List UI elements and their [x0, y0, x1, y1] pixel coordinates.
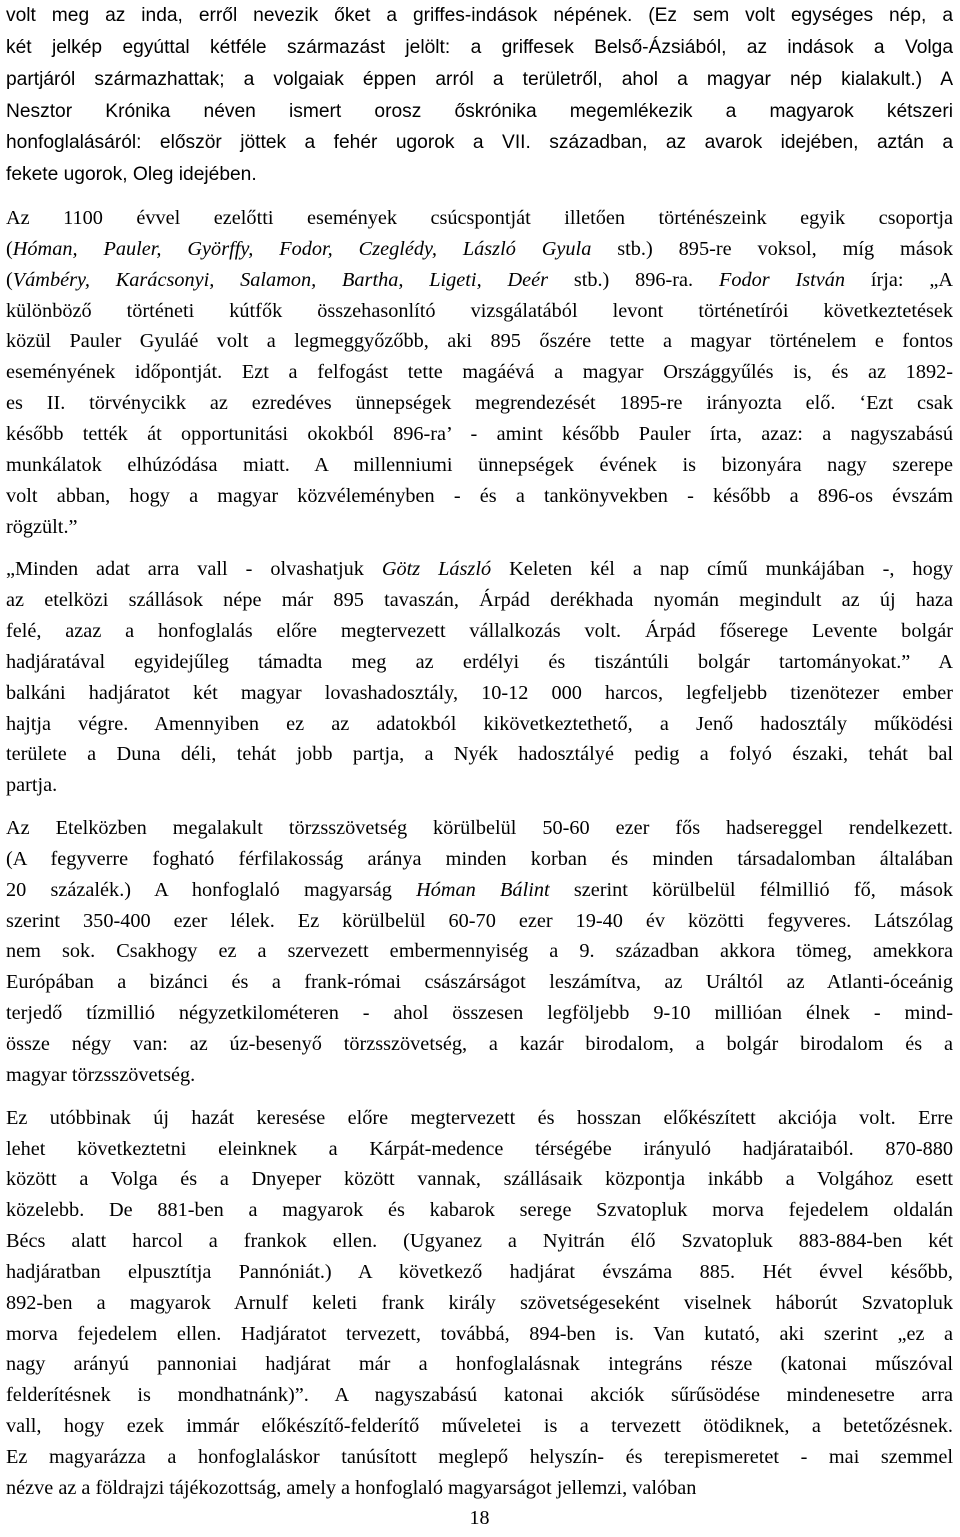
text-line	[6, 1319, 953, 1350]
text-run: nagy arányú pannoniai hadjárat már a honfoglalásnak integráns része (katonai műszóval	[6, 1353, 953, 1376]
text-line	[6, 265, 953, 296]
text-run: terjedő tízmillió négyzetkilométeren - ahol összesen legföljebb 9-10 millióan élnek - mind-	[6, 1002, 953, 1025]
text-line	[6, 1380, 953, 1411]
text-run: partjáról származhattak; a volgaiak éppen arról a területről, ahol a magyar nép kialakult.) A	[6, 68, 953, 90]
text-line	[6, 813, 953, 844]
text-run: (	[6, 268, 13, 291]
text-run: hadjáratával egyidejűleg támadta meg az erdélyi és tiszántúli bolgár tartományokat.” A	[6, 650, 953, 673]
text-line	[6, 1473, 953, 1504]
text-run: össze négy van: az úz-besenyő törzsszövetség, a kazár birodalom, a bolgár birodalom és a	[6, 1033, 953, 1055]
text-line	[6, 64, 953, 96]
text-line	[6, 0, 953, 32]
text-run: (A fegyverre fogható férfilakosság aránya minden korban és minden társadalomban általában	[6, 847, 953, 870]
italic-name: Fodor István	[718, 268, 846, 291]
text-line	[6, 1288, 953, 1319]
text-line	[6, 770, 953, 801]
text-line	[6, 906, 953, 937]
text-line	[6, 1134, 953, 1165]
text-line	[6, 159, 953, 191]
text-line	[6, 967, 953, 998]
text-run: Ez magyarázza a honfoglaláskor tanúsított meglepő helyszín- és terepismeretet - mai szemmel	[6, 1445, 953, 1468]
text-run: fekete ugorok, Oleg idejében.	[6, 164, 257, 186]
italic-name: Götz László	[381, 558, 492, 581]
paragraph	[6, 0, 953, 191]
text-line	[6, 1442, 953, 1473]
text-line	[6, 739, 953, 770]
text-run: Ez utóbbinak új hazát keresése előre megtervezett és hosszan előkészített akciója volt. Erre	[6, 1106, 953, 1129]
text-run: közelebb. De 881-ben a magyarok és kabarok serege Szvatopluk morva fejedelem oldalán	[6, 1199, 953, 1222]
text-line	[6, 450, 953, 481]
document-body	[6, 0, 953, 1504]
text-line	[6, 616, 953, 647]
text-line	[6, 709, 953, 740]
text-line	[6, 998, 953, 1029]
text-line	[6, 1060, 953, 1091]
text-run: 892-ben a magyarok Arnulf keleti frank király szövetségeseként viselnek háborút Szvatopluk	[6, 1291, 953, 1314]
text-run: Keleten kél a nap című munkájában -, hogy	[491, 558, 953, 581]
text-line	[6, 1257, 953, 1288]
text-run: két jelkép egyúttal kétféle származást jelölt: a griffesek Belső-Ázsiából, az indások a Volga	[6, 36, 953, 58]
text-line	[6, 512, 953, 543]
text-line	[6, 585, 953, 616]
text-line	[6, 234, 953, 265]
text-run: magyar törzsszövetség.	[6, 1063, 196, 1086]
paragraph	[6, 1103, 953, 1504]
text-run: 20 százalék.) A honfoglaló magyarság	[6, 878, 417, 901]
document-page	[6, 0, 954, 1529]
text-run: szerint 350-400 ezer lélek. Ez körülbelül 60-70 ezer 19-40 év közötti fegyveres. Látszólag	[6, 909, 953, 932]
text-run: szerint körülbelül félmillió fő, mások	[549, 878, 953, 901]
text-run: volt meg az inda, erről nevezik őket a griffes-indások népének. (Ez sem volt egységes nép, a	[6, 5, 953, 26]
text-run: partja.	[6, 774, 58, 797]
text-line	[6, 844, 953, 875]
text-run: Az 1100 évvel ezelőtti események csúcspontját illetően történészeink egyik csoportja	[6, 207, 953, 230]
text-run: eseményének időpontját. Ezt a felfogást tette magáévá a magyar Országgyűlés is, és az 1892-	[6, 361, 953, 384]
text-line	[6, 678, 953, 709]
text-line	[6, 875, 953, 906]
page-number: 18	[469, 1507, 490, 1529]
paragraph	[6, 203, 953, 542]
text-run: stb.) 896-ra.	[548, 268, 719, 291]
text-line	[6, 388, 953, 419]
text-line	[6, 647, 953, 678]
text-run: között a Volga és a Dnyeper között vannak, szállásaik központja inkább a Volgához esett	[6, 1168, 953, 1191]
italic-name: Hóman, Pauler, Györffy, Fodor, Czeglédy, László Gyula	[12, 237, 592, 260]
text-line	[6, 326, 953, 357]
text-run: Az Etelközben megalakult törzsszövetség körülbelül 50-60 ezer fős hadsereggel rendelkezett.	[6, 817, 953, 840]
text-run: volt abban, hogy a magyar közvéleményben - és a tankönyvekben - később a 896-os évszám	[6, 484, 953, 507]
text-run: honfoglalásáról: először jöttek a fehér ugorok a VII. században, az avarok idejében, aztán a	[6, 132, 953, 154]
text-run: morva fejedelem ellen. Hadjáratot tervezett, továbbá, 894-ben is. Van kutató, aki szerint „ez a	[6, 1322, 953, 1345]
text-line	[6, 419, 953, 450]
italic-name: Vámbéry, Karácsonyi, Salamon, Bartha, Ligeti, Deér	[12, 268, 548, 291]
text-run: munkálatok elhúzódása miatt. A millenniumi ünnepségek évének is bizonyára nagy szerepe	[6, 453, 953, 476]
text-run: (	[6, 237, 13, 260]
text-line	[6, 1195, 953, 1226]
text-run: írja: „A	[845, 268, 953, 291]
text-run: es II. törvénycikk az ezredéves ünnepségek megrendezését 1895-re irányozta elő. ‘Ezt csak	[6, 392, 953, 415]
text-run: Európában a bizánci és a frank-római császárságot leszámítva, az Uráltól az Atlanti-óceánig	[6, 971, 953, 994]
text-run: Nesztor Krónika néven ismert orosz őskrónika megemlékezik a magyarok kétszeri	[6, 100, 953, 122]
text-line	[6, 96, 953, 128]
text-run: balkáni hadjáratot két magyar lovashadosztály, 10-12 000 harcos, legfeljebb tizenötezer ember	[6, 681, 953, 704]
text-run: területe a Duna déli, tehát jobb partja, a Nyék hadosztályé pedig a folyó északi, tehát bal	[6, 743, 953, 766]
text-run: különböző történeti kútfők összehasonlító vizsgálatából levont történetírói következtetések	[6, 299, 953, 322]
paragraph	[6, 554, 953, 801]
text-run: Bécs alatt harcol a frankok ellen. (Ugyanez a Nyitrán élő Szvatopluk 883-884-ben két	[6, 1230, 953, 1253]
text-run: nézve az a földrajzi tájékozottság, amely a honfoglaló magyarságot jellemzi, valóban	[6, 1476, 697, 1499]
text-run: vall, hogy ezek immár előkészítő-felderítő műveletei is a tervezett ötödiknek, a betetőzésnek.	[6, 1415, 953, 1438]
text-run: rögzült.”	[6, 515, 78, 538]
text-run: lehet következtetni eleinknek a Kárpát-medence térségébe irányuló hadjárataiból. 870-880	[6, 1137, 953, 1160]
text-line	[6, 1226, 953, 1257]
text-run: hadjáratban elpusztítja Pannóniát.) A következő hadjárat évszáma 885. Hét évvel később,	[6, 1260, 953, 1283]
text-run: stb.) 895-re voksol, míg mások	[591, 237, 954, 260]
text-run: „Minden adat arra vall - olvashatjuk	[6, 558, 382, 581]
text-run: hajtja végre. Amennyiben ez az adatokból kikövetkeztethető, a Jenő hadosztály működési	[6, 712, 953, 735]
text-line	[6, 127, 953, 159]
text-line	[6, 203, 953, 234]
text-run: közül Pauler Gyuláé volt a legmeggyőzőbb, aki 895 őszére tette a magyar történelem e fontos	[6, 330, 953, 353]
text-run: később tették át opportunitási okokból 896-ra’ - amint később Pauler írta, azaz: a nagyszabású	[6, 422, 953, 445]
text-line	[6, 296, 953, 327]
text-line	[6, 1411, 953, 1442]
text-line	[6, 1349, 953, 1380]
text-run: nem sok. Csakhogy ez a szervezett embermennyiség a 9. században akkora tömeg, amekkora	[6, 940, 953, 963]
text-line	[6, 554, 953, 585]
text-line	[6, 32, 953, 64]
text-line	[6, 357, 953, 388]
text-line	[6, 936, 953, 967]
text-run: felderítésnek is mondhatnánk)”. A nagyszabású katonai akciók sűrűsödése mindenesetre arra	[6, 1384, 953, 1407]
paragraph	[6, 813, 953, 1091]
text-line	[6, 1029, 953, 1060]
text-line	[6, 1164, 953, 1195]
text-run: az etelközi szállások népe már 895 tavaszán, Árpád derékhada nyomán megindult az új haza	[6, 589, 953, 612]
text-line	[6, 1103, 953, 1134]
italic-name: Hóman Bálint	[416, 878, 550, 901]
text-line	[6, 481, 953, 512]
text-run: felé, azaz a honfoglalás előre megtervezett vállalkozás volt. Árpád főserege Levente bolgár	[6, 620, 953, 643]
